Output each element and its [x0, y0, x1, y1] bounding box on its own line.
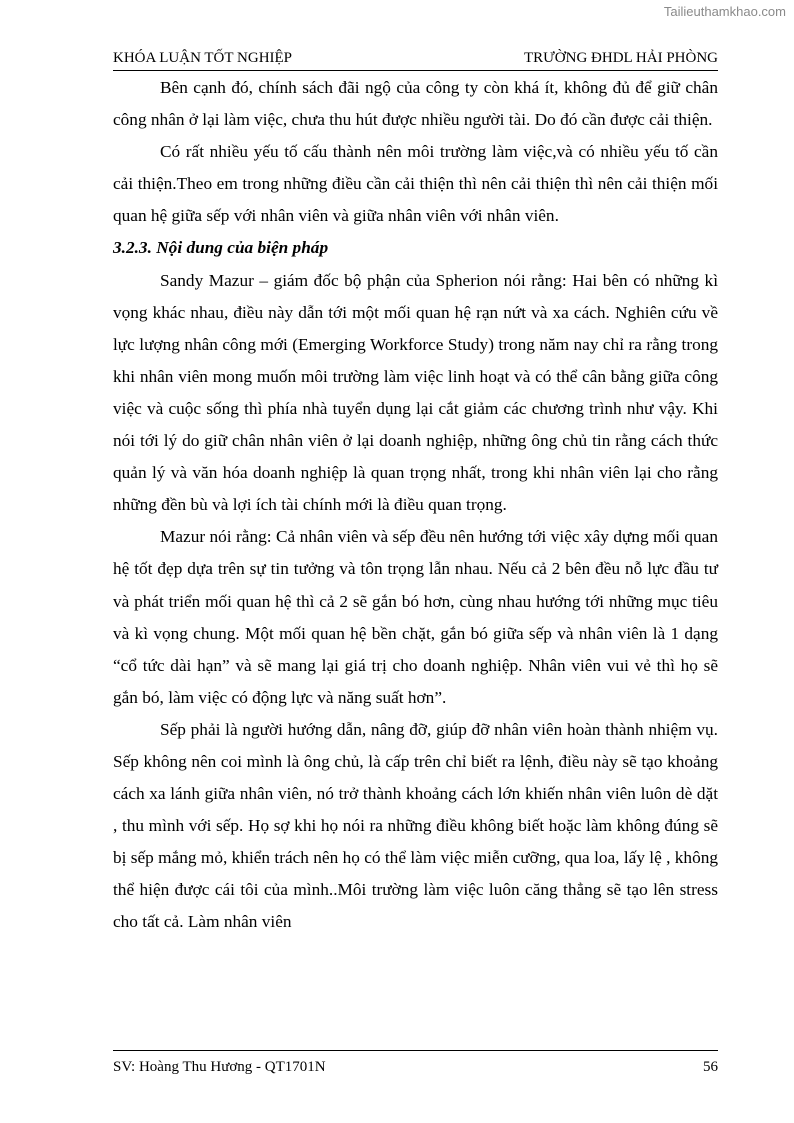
paragraph-3: Sandy Mazur – giám đốc bộ phận của Spherion nói rằng: Hai bên có những kì vọng khác nhau, điều này dẫn tới một mối quan hệ rạn nứt và xa cách. Nghiên cứu về lực lượng nhân công mới (Emerging Workforce Study) trong năm nay chỉ ra rằng trong khi nhân viên mong muốn môi trường làm việc linh hoạt và có thể cân bằng giữa công việc và cuộc sống thì phía nhà tuyển dụng lại cắt giảm các chương trình như vậy. Khi nói tới lý do giữ chân nhân viên ở lại doanh nghiệp, những ông chủ tin rằng cách thức quản lý và văn hóa doanh nghiệp là quan trọng nhất, trong khi nhân viên lại cho rằng những đền bù và lợi ích tài chính mới là điều quan trọng.: [113, 270, 718, 515]
document-body: [113, 72, 718, 939]
paragraph-5: Sếp phải là người hướng dẫn, nâng đỡ, giúp đỡ nhân viên hoàn thành nhiệm vụ. Sếp không nên coi mình là ông chủ, là cấp trên chỉ biết ra lệnh, điều này sẽ tạo khoảng cách xa lánh giữa nhân viên, nó trở thành khoảng cách lớn khiến nhân viên luôn dè dặt , thu mình với sếp. Họ sợ khi họ nói ra những điều không biết hoặc làm không đúng sẽ bị sếp mắng mỏ, khiển trách nên họ có thể làm việc miễn cưỡng, qua loa, lấy lệ , không thể hiện được cái tôi của mình..Môi trường làm việc luôn căng thẳng sẽ tạo lên stress cho tất cả. Làm nhân viên: [113, 719, 718, 932]
paragraph-1: Bên cạnh đó, chính sách đãi ngộ của công ty còn khá ít, không đủ để giữ chân công nhân ở lại làm việc, chưa thu hút được nhiều người tài. Do đó cần được cải thiện.: [113, 78, 718, 130]
page-header: [113, 48, 718, 71]
header-title-left: KHÓA LUẬN TỐT NGHIỆP: [113, 50, 293, 66]
paragraph-2: Có rất nhiều yếu tố cấu thành nên môi trường làm việc,và có nhiều yếu tố cần cải thiện.Theo em trong những điều cần cải thiện thì nên cải thiện thì nên cải thiện mối quan hệ giữa sếp với nhân viên và giữa nhân viên với nhân viên.: [113, 142, 718, 226]
page-number: 56: [703, 1059, 718, 1075]
watermark-text: Tailieuthamkhao.com: [663, 4, 786, 19]
footer-student-info: SV: Hoàng Thu Hương - QT1701N: [113, 1059, 326, 1075]
section-heading: 3.2.3. Nội dung của biện pháp: [113, 238, 329, 258]
paragraph-4: Mazur nói rằng: Cả nhân viên và sếp đều nên hướng tới việc xây dựng mối quan hệ tốt đẹp dựa trên sự tin tưởng và tôn trọng lẫn nhau. Nếu cả 2 bên đều nỗ lực đầu tư và phát triển mối quan hệ thì cả 2 sẽ gắn bó hơn, cùng nhau hướng tới những mục tiêu và kì vọng chung. Một mối quan hệ bền chặt, gắn bó giữa sếp và nhân viên là 1 dạng “cổ tức dài hạn” và sẽ mang lại giá trị cho doanh nghiệp. Nhân viên vui vẻ thì họ sẽ gắn bó, làm việc có động lực và năng suất hơn”.: [113, 527, 718, 707]
page-footer: [113, 1050, 718, 1077]
header-title-right: TRƯỜNG ĐHDL HẢI PHÒNG: [524, 50, 718, 66]
